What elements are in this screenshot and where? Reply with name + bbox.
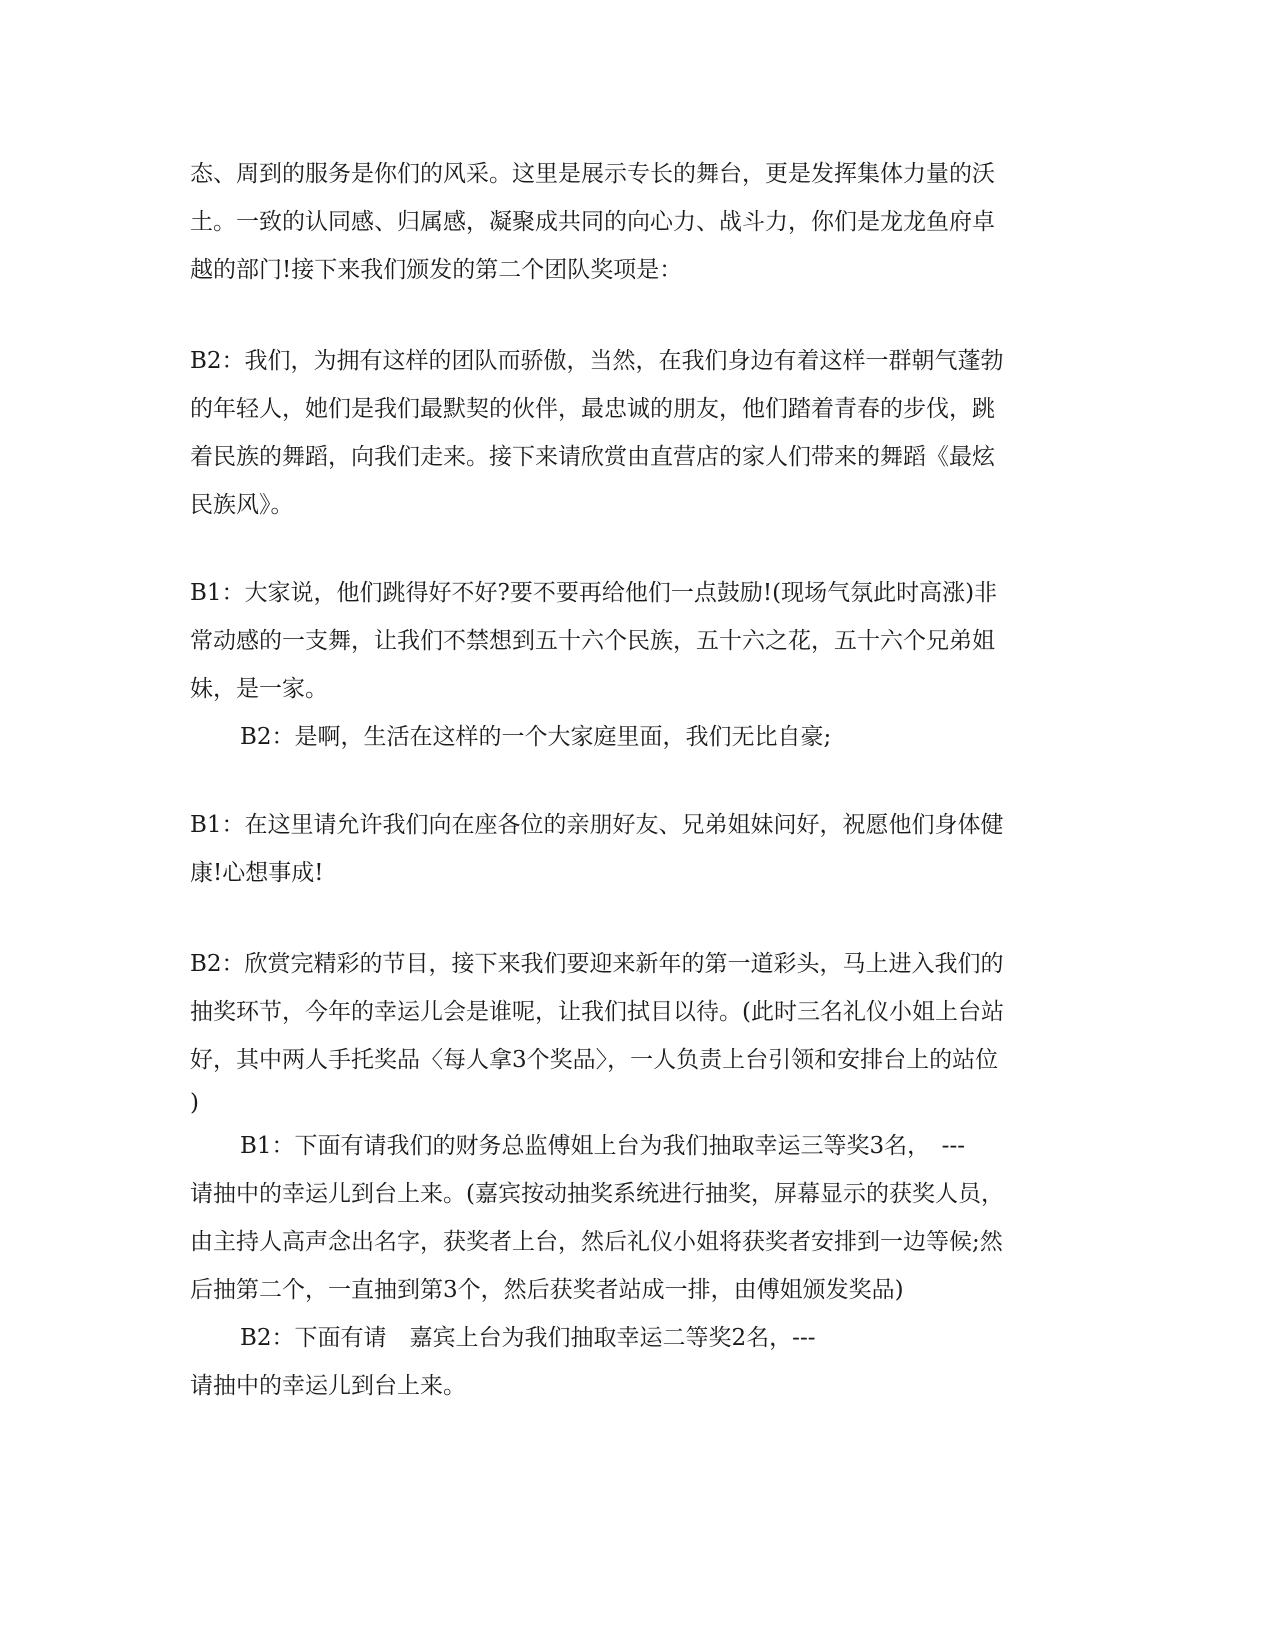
paragraph-2 — [190, 337, 1090, 529]
text-line: 态、周到的服务是你们的风采。这里是展示专长的舞台，更是发挥集体力量的沃 — [190, 161, 995, 187]
text-line: 后抽第二个，一直抽到第3个，然后获奖者站成一排，由傅姐颁发奖品) — [190, 1277, 904, 1303]
text-line: B2：下面有请 嘉宾上台为我们抽取幸运二等奖2名，--- — [240, 1325, 816, 1351]
text-line: B2：欣赏完精彩的节目，接下来我们要迎来新年的第一道彩头，马上进入我们的 — [190, 951, 1004, 977]
text-line: 由主持人高声念出名字，获奖者上台，然后礼仪小姐将获奖者安排到一边等候;然 — [190, 1229, 1003, 1255]
text-line: 民族风》。 — [190, 492, 294, 518]
text-line: 请抽中的幸运儿到台上来。(嘉宾按动抽奖系统进行抽奖，屏幕显示的获奖人员， — [190, 1181, 1004, 1207]
text-line: 的年轻人，她们是我们最默契的伙伴，最忠诚的朋友，他们踏着青春的步伐，跳 — [190, 396, 995, 422]
text-line: B1：大家说，他们跳得好不好?要不要再给他们一点鼓励!(现场气氛此时高涨)非 — [190, 580, 998, 606]
text-line: B1：下面有请我们的财务总监傅姐上台为我们抽取幸运三等奖3名， --- — [240, 1133, 965, 1159]
paragraph-3 — [190, 569, 1090, 761]
text-line: 好，其中两人手托奖品〈每人拿3个奖品〉，一人负责上台引领和安排台上的站位 — [190, 1047, 999, 1073]
text-line: 妹，是一家。 — [190, 676, 328, 702]
text-line: B2：我们，为拥有这样的团队而骄傲，当然，在我们身边有着这样一群朝气蓬勃 — [190, 348, 1004, 374]
text-line: ) — [190, 1090, 199, 1116]
paragraph-4 — [190, 801, 1090, 897]
paragraph-5 — [190, 940, 1090, 1410]
text-line: B1：在这里请允许我们向在座各位的亲朋好友、兄弟姐妹问好，祝愿他们身体健 — [190, 812, 1004, 838]
text-line: 越的部门!接下来我们颁发的第二个团队奖项是： — [190, 257, 683, 283]
text-line: B2：是啊，生活在这样的一个大家庭里面，我们无比自豪; — [240, 724, 832, 750]
text-line: 请抽中的幸运儿到台上来。 — [190, 1373, 466, 1399]
text-line: 土。一致的认同感、归属感，凝聚成共同的向心力、战斗力，你们是龙龙鱼府卓 — [190, 209, 995, 235]
paragraph-1 — [190, 150, 1090, 294]
text-line: 着民族的舞蹈，向我们走来。接下来请欣赏由直营店的家人们带来的舞蹈《最炫 — [190, 444, 995, 470]
text-line: 康!心想事成! — [190, 860, 324, 886]
text-line: 常动感的一支舞，让我们不禁想到五十六个民族，五十六之花，五十六个兄弟姐 — [190, 628, 995, 654]
text-line: 抽奖环节，今年的幸运儿会是谁呢，让我们拭目以待。(此时三名礼仪小姐上台站 — [190, 999, 1004, 1025]
